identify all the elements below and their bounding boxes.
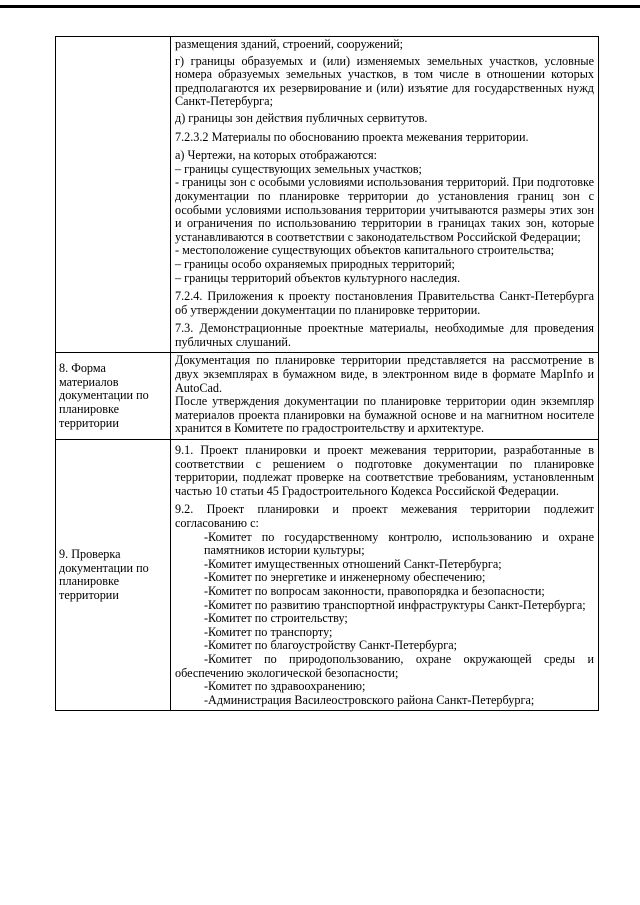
paragraph: 7.2.4. Приложения к проекту постановления Правительства Санкт-Петербурга об утверждении документации по планировке территории.: [175, 289, 594, 317]
paragraph: г) границы образуемых и (или) изменяемых земельных участков, условные номера образуемых земельных участков, в том числе в отношении которых предполагаются их резервирование и (или) изъятие для государственных нужд Санкт-Петербурга;: [175, 53, 594, 109]
paragraph: Документация по планировке территории представляется на рассмотрение в двух экземплярах в бумажном виде, в электронном виде в формате MapInfo и AutoCad.: [175, 353, 594, 395]
list-item: -Комитет по государственному контролю, использованию и охране памятников истории культуры;: [204, 529, 594, 558]
paragraph: д) границы зон действия публичных сервитутов.: [175, 110, 428, 125]
list-item: -Комитет по энергетике и инженерному обеспечению;: [204, 570, 486, 585]
paragraph: 9.2. Проект планировки и проект межевания территории подлежит согласованию с:: [175, 502, 594, 530]
row-label-8: 8. Форма материалов документации по планировке территории: [56, 353, 171, 440]
list-item: -Комитет по строительству;: [204, 611, 348, 626]
table-row-7-continued: [56, 37, 599, 353]
list-item: -Комитет по природопользованию, охране окружающей среды и обеспечению экологической безопасности;: [175, 651, 594, 680]
list-item: – границы существующих земельных участков;: [175, 161, 422, 176]
list-item: – границы особо охраняемых природных территорий;: [175, 256, 455, 271]
paragraph: После утверждения документации по планировке территории один экземпляр материалов проекта планировки на бумажной основе и на магнитном носителе хранится в Комитете по градостроительству и архитектуре.: [175, 394, 594, 436]
row-content-9: [171, 440, 599, 711]
list-item: – границы территорий объектов культурного наследия.: [175, 270, 461, 285]
list-item: - местоположение существующих объектов капитального строительства;: [175, 243, 555, 258]
list-item: -Комитет имущественных отношений Санкт-Петербурга;: [204, 556, 502, 571]
row-content-8: [171, 353, 599, 440]
list-item: -Комитет по вопросам законности, правопорядка и безопасности;: [204, 583, 545, 598]
list-item: -Комитет по благоустройству Санкт-Петербурга;: [204, 638, 458, 653]
requirements-table: [55, 36, 599, 711]
list-item: -Комитет по развитию транспортной инфраструктуры Санкт-Петербурга;: [204, 597, 586, 612]
paragraph: 9.1. Проект планировки и проект межевания территории, разработанные в соответствии с решением о подготовке документации по планировке территории, подлежат проверке на соответствие требованиям, установленным частью 10 статьи 45 Градостроительного Кодекса Российской Федерации.: [175, 443, 594, 498]
list-item: -Комитет по здравоохранению;: [204, 679, 366, 694]
page-top-rule: [0, 5, 640, 8]
list-item: - границы зон с особыми условиями использования территорий. При подготовке документации по планировке территории до установления границ зон с особыми условиями использования территории учитываются размеры этих зон и ограничения по использованию территории в границах таких зон, которые устанавливаются в соответствии с законодательством Российской Федерации;: [175, 175, 594, 244]
paragraph: 7.3. Демонстрационные проектные материалы, необходимые для проведения публичных слушаний.: [175, 321, 594, 349]
table-row-8: [56, 353, 599, 440]
list-item: -Администрация Василеостровского района Санкт-Петербурга;: [204, 692, 535, 707]
paragraph: 7.2.3.2 Материалы по обоснованию проекта межевания территории.: [175, 129, 529, 144]
row-label-empty: [56, 37, 171, 353]
list-item: -Комитет по транспорту;: [204, 624, 333, 639]
paragraph: размещения зданий, строений, сооружений;: [175, 37, 403, 51]
row-label-9: 9. Проверка документации по планировке территории: [56, 440, 171, 711]
row-content-7: [171, 37, 599, 353]
paragraph: а) Чертежи, на которых отображаются:: [175, 148, 377, 163]
table-row-9: [56, 440, 599, 711]
